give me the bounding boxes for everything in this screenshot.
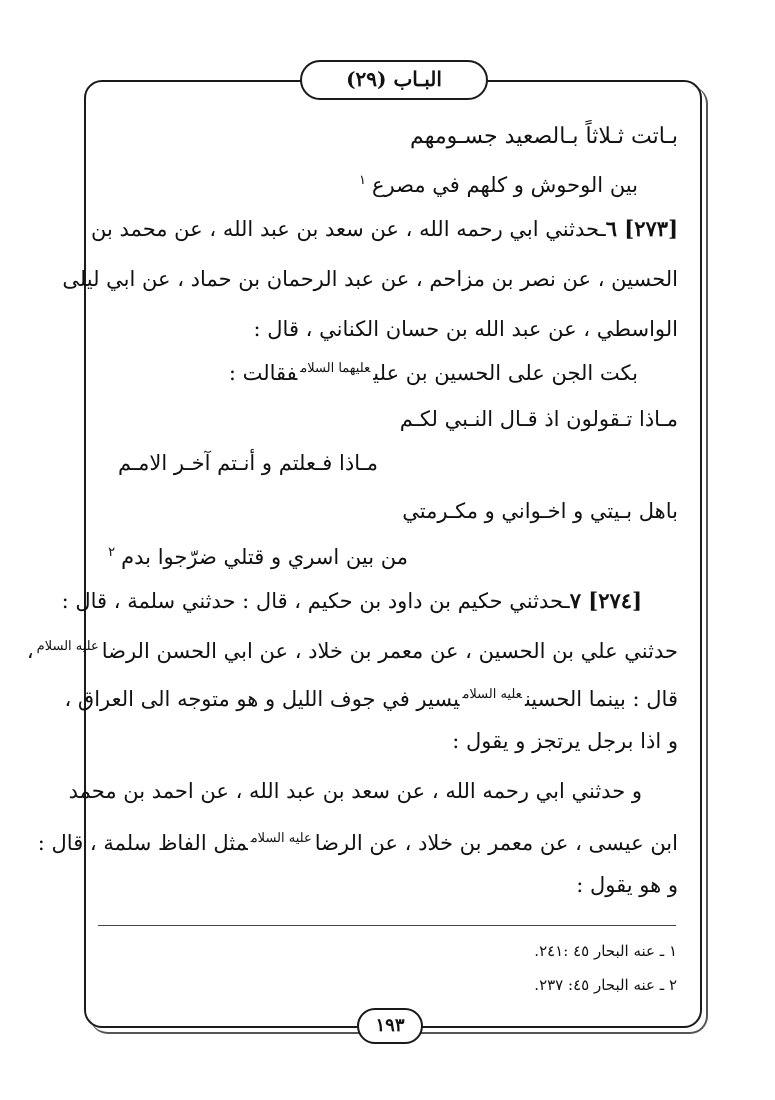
hadith-274-line4: و اذا برجل يرتجز و يقول : [452, 729, 678, 753]
hadith-274-ref: [٢٧٤] ٧ [569, 588, 642, 613]
hadith-273-line1 [91, 214, 678, 244]
hadith-274-line5: و حدثني ابي رحمه الله ، عن سعد بن عبد الله ، عن احمد بن محمد [68, 779, 642, 803]
poem2-line3: باهل بـيتي و اخـواني و مكـرمتي [402, 499, 678, 523]
poem2-line4 [108, 538, 408, 572]
hadith-274-line3b: يسير في جوف الليل و هو متوجه الى العراق ، [64, 687, 460, 711]
hadith-273-line4a: بكت الجن على الحسين بن علي [373, 361, 638, 385]
hadith-273-line1-text: ـحدثني ابي رحمه الله ، عن سعد بن عبد الله ، عن محمد بن [91, 217, 606, 241]
honorific-mark: عليه السلام [36, 639, 99, 654]
hadith-274-line1 [62, 586, 642, 616]
hadith-274-line2b: ، [26, 639, 34, 663]
poem2-line1: مـاذا تـقولون اذ قـال النـبي لكـم [399, 407, 678, 431]
hadith-274-line7: و هو يقول : [576, 873, 678, 897]
honorific-mark: عليه السلام [250, 831, 312, 846]
hadith-273-line4b: فقالت : [228, 361, 298, 385]
honorific-mark: عليه السلام [462, 687, 522, 702]
footnote-marker-1: ١ [359, 173, 367, 188]
hadith-274-line3a: قال : بينما الحسين [524, 687, 678, 711]
hadith-274-line2 [27, 632, 678, 666]
hadith-274-line6 [38, 824, 678, 858]
chapter-title: البـاب (٢٩) [300, 60, 488, 100]
footnote-1: ١ ـ عنه البحار ٤٥ :٢٤١. [534, 942, 677, 960]
footnote-marker-2: ٢ [108, 545, 116, 560]
poem1-line1: بـاتت ثـلاثاً بـالصعيد جسـومهم [410, 124, 678, 149]
page-number: ١٩٣ [357, 1008, 423, 1044]
hadith-273-line4 [229, 354, 638, 388]
honorific-mark: عليهما السلام [300, 361, 371, 376]
hadith-274-line2a: حدثني علي بن الحسين ، عن معمر بن خلاد ، عن ابي الحسن الرضا [101, 639, 678, 663]
hadith-274-line3 [64, 680, 678, 714]
hadith-273-line2: الحسين ، عن نصر بن مزاحم ، عن عبد الرحمان بن حماد ، عن ابي ليلى [62, 267, 678, 291]
footnote-divider [98, 925, 676, 926]
hadith-274-line6b: مثل الفاظ سلمة ، قال : [37, 831, 248, 855]
hadith-274-line6a: ابن عيسى ، عن معمر بن خلاد ، عن الرضا [314, 831, 678, 855]
footnote-2: ٢ ـ عنه البحار ٤٥: ٢٣٧. [534, 976, 677, 994]
poem2-line4-text: من بين اسري و قتلي ضرّجوا بدم [121, 545, 408, 569]
poem1-line2 [359, 166, 638, 200]
hadith-273-ref: [٢٧٣] ٦ [605, 216, 678, 241]
hadith-273-line3: الواسطي ، عن عبد الله بن حسان الكناني ، قال : [253, 317, 678, 341]
hadith-274-line1-text: ـحدثني حكيم بن داود بن حكيم ، قال : حدثني سلمة ، قال : [61, 589, 570, 613]
poem1-line2-text: بين الوحوش و كلهم في مصرع [372, 173, 638, 197]
poem2-line2: مـاذا فـعلتم و أنـتم آخـر الامـم [118, 451, 378, 475]
